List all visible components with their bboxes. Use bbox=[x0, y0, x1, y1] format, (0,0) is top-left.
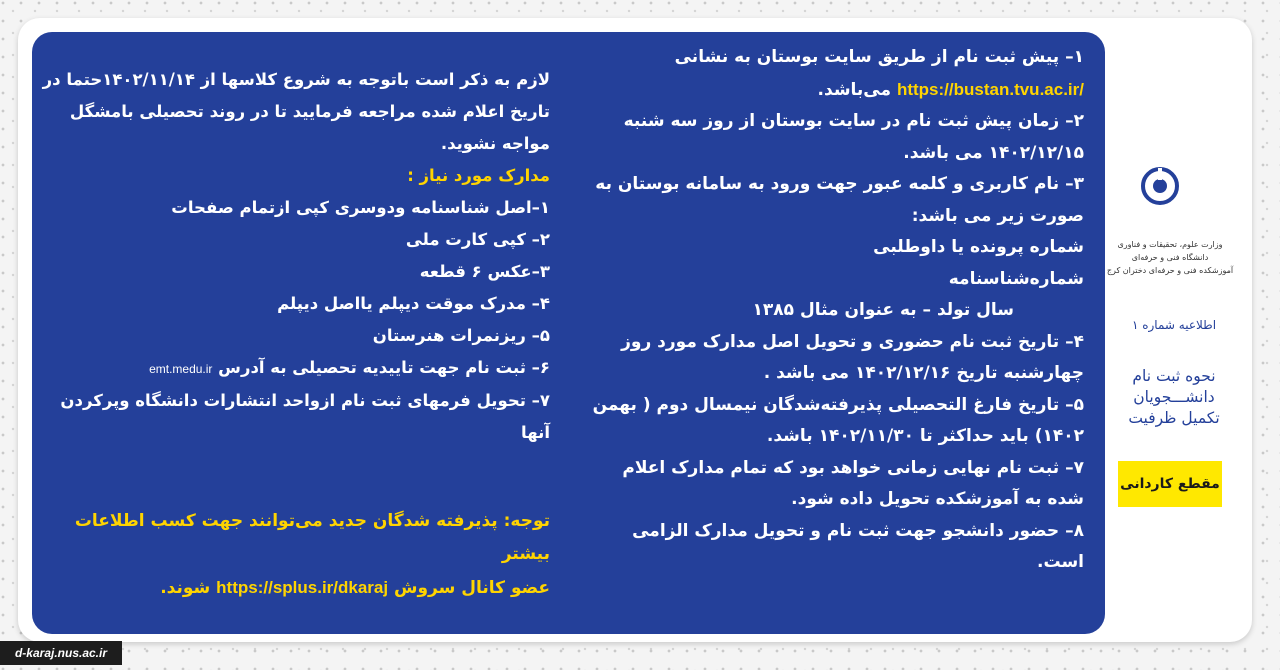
university-line: دانشگاه فنی و حرفه‌ای bbox=[1131, 253, 1209, 262]
notice-number: اطلاعیه شماره ۱ bbox=[1131, 318, 1217, 332]
ministry-line: وزارت علوم، تحقیقات و فناوری bbox=[1117, 240, 1223, 249]
doc-item: ۶– ثبت نام جهت تاییدیه تحصیلی به آدرس emt.medu.ir bbox=[149, 358, 550, 377]
level-badge: مقطع کاردانی bbox=[1118, 461, 1222, 507]
channel-notice bbox=[35, 505, 550, 605]
ministry-caption bbox=[1100, 238, 1240, 277]
step-2: ۲– زمان پیش ثبت نام در سایت بوستان از روز سه شنبه ۱۴۰۲/۱۲/۱۵ می باشد. bbox=[623, 111, 1084, 163]
soroush-link[interactable]: https://splus.ir/dkaraj bbox=[216, 578, 389, 597]
step-5: ۵– تاریخ فارغ التحصیلی پذیرفته‌شدگان نیمسال دوم ( بهمن ۱۴۰۲) باید حداکثر تا ۱۴۰۲/۱۱/۳۰ باشد. bbox=[592, 394, 1084, 446]
doc-item: ۵– ریزنمرات هنرستان bbox=[372, 326, 550, 345]
title-line: نحوه ثبت نام bbox=[1132, 367, 1216, 385]
emt-link[interactable]: emt.medu.ir bbox=[149, 362, 213, 376]
university-logo-icon bbox=[1140, 166, 1180, 206]
step-3-birth-year: سال تولد – به عنوان مثال ۱۳۸۵ bbox=[752, 300, 1014, 320]
doc-item: ۴– مدرک موقت دیپلم یااصل دیپلم bbox=[277, 294, 550, 313]
title-line: دانشـــجویان bbox=[1133, 388, 1215, 406]
step-1: ۱– پیش ثبت نام از طریق سایت بوستان به نشانی https://bustan.tvu.ac.ir/ می‌باشد. bbox=[674, 47, 1084, 100]
documents-heading: مدارک مورد نیاز : bbox=[407, 166, 550, 185]
required-documents bbox=[35, 64, 550, 449]
title-line: تکمیل ظرفیت bbox=[1128, 409, 1220, 427]
step-8: ۸– حضور دانشجو جهت ثبت نام و تحویل مدارک الزامی است. bbox=[632, 520, 1084, 572]
doc-item: ۱–اصل شناسنامه ودوسری کپی ازتمام صفحات bbox=[171, 198, 550, 217]
doc-item: ۲– کپی کارت ملی bbox=[405, 230, 550, 249]
step-3-password: شماره‌شناسنامه bbox=[948, 268, 1084, 289]
notice-line-1: توجه: پذیرفته شدگان جدید می‌توانند جهت کسب اطلاعات بیشتر bbox=[74, 511, 550, 564]
step-3-username: شماره پرونده یا داوطلبی bbox=[873, 237, 1084, 257]
notice-line-2: عضو کانال سروش https://splus.ir/dkaraj شوند. bbox=[160, 578, 550, 598]
site-badge: d-karaj.nus.ac.ir bbox=[0, 641, 122, 665]
bustan-link[interactable]: https://bustan.tvu.ac.ir/ bbox=[896, 79, 1084, 99]
doc-item: ۷– تحویل فرمهای ثبت نام ازواحد انتشارات دانشگاه وپرکردن آنها bbox=[60, 391, 550, 442]
step-7: ۷– ثبت نام نهایی زمانی خواهد بود که تمام مدارک اعلام شده به آموزشکده تحویل داده شود. bbox=[622, 457, 1084, 509]
step-4: ۴– تاریخ ثبت نام حضوری و تحویل اصل مدارک مورد روز چهارشنبه تاریخ ۱۴۰۲/۱۲/۱۶ می باشد . bbox=[621, 331, 1084, 383]
step-3: ۳– نام کاربری و کلمه عبور جهت ورود به سامانه بوستان به صورت زیر می باشد: bbox=[595, 174, 1084, 226]
doc-item: ۳–عکس ۶ قطعه bbox=[419, 262, 550, 281]
notice-title bbox=[1110, 366, 1238, 429]
intro-text: لازم به ذکر است باتوجه به شروع کلاسها از ۱۴۰۲/۱۱/۱۴حتما در تاریخ اعلام شده مراجعه فرمایید تا در روند تحصیلی بامشگل مواجه نشوید. bbox=[42, 70, 550, 153]
college-line: آموزشکده فنی و حرفه‌ای دختران کرج bbox=[1106, 266, 1234, 275]
registration-steps bbox=[584, 42, 1084, 579]
